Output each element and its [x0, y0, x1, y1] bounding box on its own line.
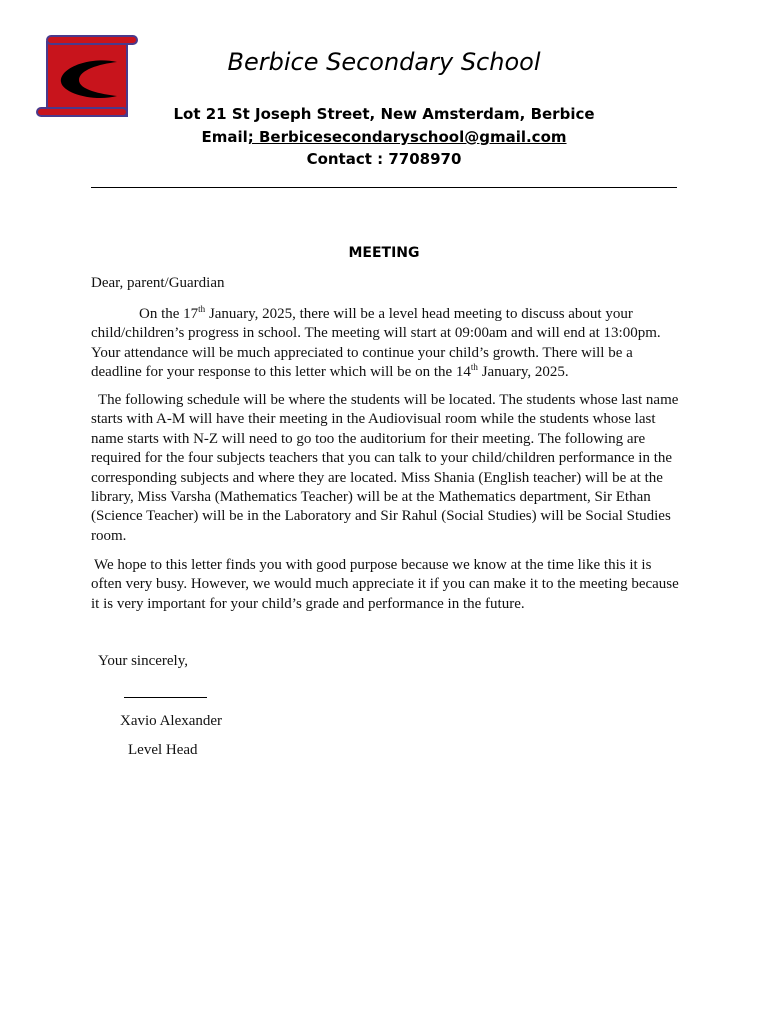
paragraph-1 — [91, 305, 679, 383]
signatory-name: Xavio Alexander — [120, 713, 223, 729]
p1-sup-a: th — [198, 304, 206, 314]
paragraph-2: The following schedule will be where the students will be located. The students whose last name starts with A-M will have their meeting in the Audiovisual room while the students whose last name starts with N-Z will need to go too the auditorium for their meeting. The following are required for the four subjects teachers that you can talk to your child/children performance in the corresponding subjects and where they are located. Miss Shania (English teacher) will be at the library, Miss Varsha (Mathematics Teacher) will be at the Mathematics department, Sir Ethan (Science Teacher) will be in the Laboratory and Sir Rahul (Social Studies) will be Social Studies room. — [91, 392, 679, 544]
p1-text-c: January, 2025. — [477, 364, 569, 381]
letter-greeting: Dear, parent/Guardian — [91, 275, 225, 291]
letter-heading: MEETING — [348, 245, 420, 261]
signature-line — [124, 697, 207, 698]
email-link[interactable]: ; Berbicesecondaryschool@gmail.com — [247, 128, 567, 146]
signatory-title: Level Head — [128, 742, 198, 758]
closing: Your sincerely, — [98, 653, 188, 669]
email-label: Email — [201, 128, 248, 146]
paragraph-3: We hope to this letter finds you with good purpose because we know at the time like this it is often very busy. However, we would much appreciate it if you can make it to the meeting because it is very important for your child’s grade and performance in the future. — [91, 557, 679, 612]
p1-text-b: January, 2025, there will be a level head meeting to discuss about your child/children’s progress in school. The meeting will start at 09:00am and will end at 13:00pm. Your attendance will be much appreciated to continue your child’s growth. There will be a deadline for your response to this letter which will be on the 14 — [91, 306, 661, 381]
p1-sup-b: th — [470, 362, 478, 373]
school-name: Berbice Secondary School — [227, 48, 541, 76]
school-address: Lot 21 St Joseph Street, New Amsterdam, Berbice — [173, 105, 595, 123]
school-email-line — [0, 128, 768, 146]
header-divider — [91, 187, 677, 188]
school-contact: Contact : 7708970 — [306, 150, 462, 168]
p1-text-a: On the 17 — [139, 306, 199, 322]
